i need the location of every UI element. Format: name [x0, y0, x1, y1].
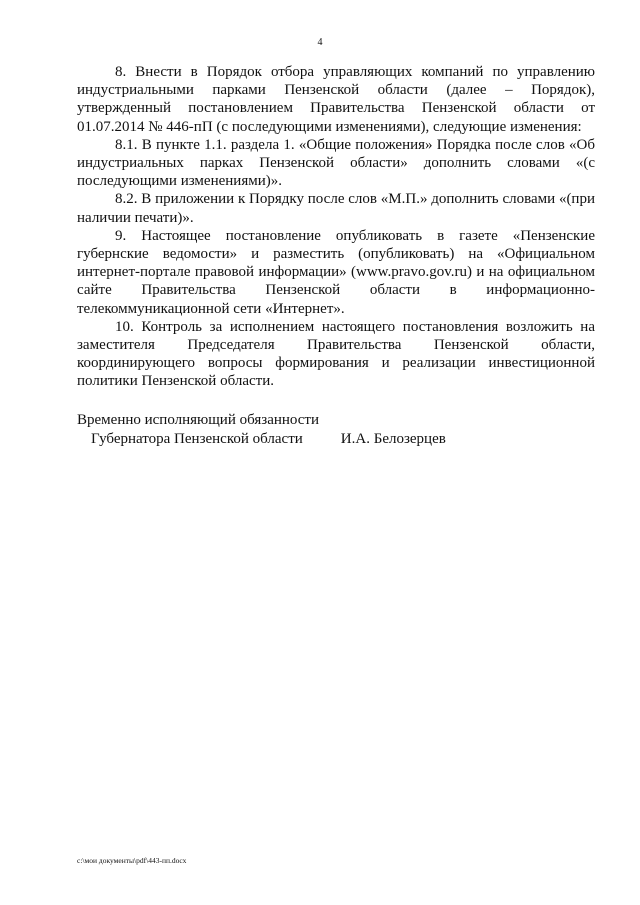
paragraph-10: 10. Контроль за исполнением настоящего постановления возложить на заместителя Председателя Правительства Пензенской области, координирующего вопросы формирования и реализации инвестиционной политики Пензенской области.	[77, 318, 595, 390]
page-number: 4	[317, 37, 323, 48]
signatory-name: И.А. Белозерцев	[340, 430, 446, 447]
paragraph-9: 9. Настоящее постановление опубликовать в газете «Пензенские губернские ведомости» и разместить (опубликовать) на «Официальном интернет-портале правовой информации» (www.pravo.gov.ru) и на официальном сайте Правительства Пензенской области в информационно-телекоммуникационной сети «Интернет».	[77, 227, 595, 317]
document-body	[77, 63, 595, 391]
footer-file-path: c:\мои документы\pdf\443-пп.docx	[77, 856, 187, 865]
signatory-position-line1: Временно исполняющий обязанности	[77, 412, 320, 428]
paragraph-8-2: 8.2. В приложении к Порядку после слов «М.П.» дополнить словами «(при наличии печати)».	[77, 191, 595, 226]
paragraph-8-1: 8.1. В пункте 1.1. раздела 1. «Общие положения» Порядка после слов «Об индустриальных парках Пензенской области» дополнить словами «(с последующими изменениями)».	[77, 136, 595, 190]
signatory-position-line2: Губернатора Пензенской области	[91, 430, 303, 447]
paragraph-8: 8. Внести в Порядок отбора управляющих компаний по управлению индустриальными парками Пензенской области (далее – Порядок), утвержденный постановлением Правительства Пензенской области от 01.07.2014 № 446-пП (с последующими изменениями), следующие изменения:	[77, 64, 595, 135]
signature-block	[77, 411, 497, 448]
signatory-position-line2-row	[77, 430, 497, 449]
